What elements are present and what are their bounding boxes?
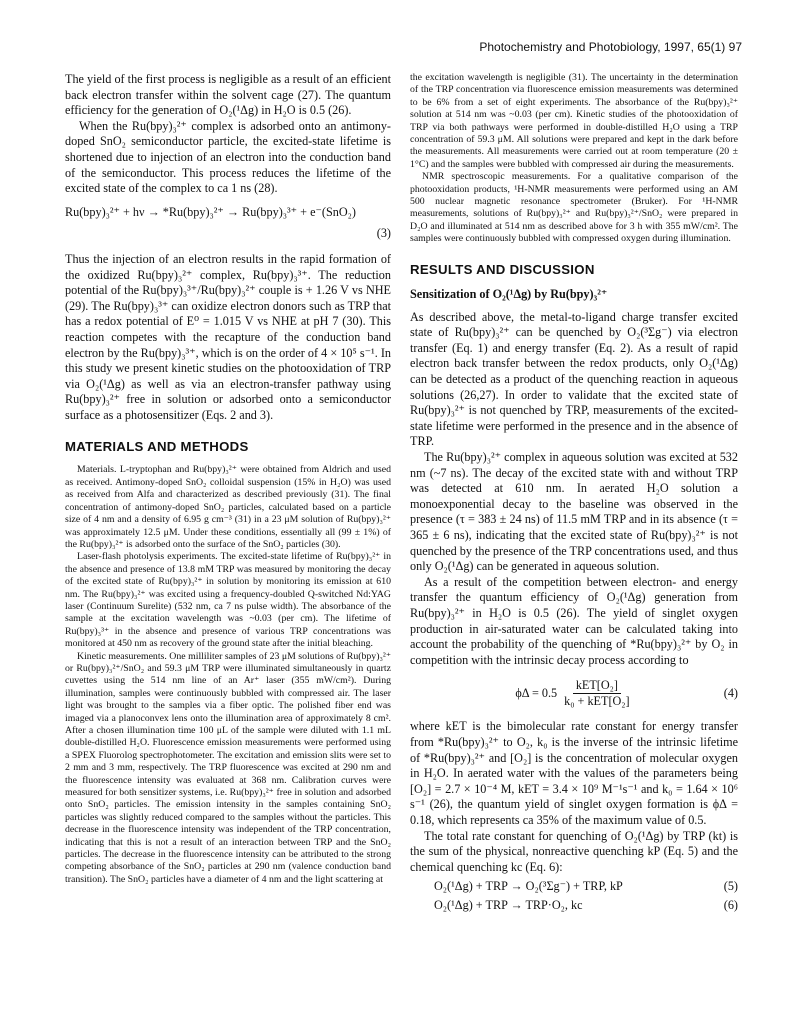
equation-text: Ru(bpy)₃²⁺ + hν → *Ru(bpy)₃²⁺ → Ru(bpy)₃³⁺ + e⁻(SnO₂) (65, 204, 356, 219)
equation-6 (434, 898, 738, 913)
paragraph: As a result of the competition between electron- and energy transfer the quantum efficiency of O₂(¹Δg) generation from Ru(bpy)₃²⁺ in H₂O is 0.5 (26). The yield of singlet oxygen production in air-saturated water can be calculated taking into account the probability of the quenching of *Ru(bpy)₃²⁺ by O₂ in competition with the intrinsic decay process according to (410, 574, 738, 667)
paragraph: Thus the injection of an electron results in the rapid formation of the oxidized Ru(bpy)₃²⁺ complex, Ru(bpy)₃³⁺. The reduction potential of the Ru(bpy)₃³⁺/Ru(bpy)₃²⁺ couple is + 1.26 V vs NHE (29). The Ru(bpy)₃³⁺ can oxidize electron donors such as TRP that has a redox potential of E⁰ = 1.015 V vs NHE at pH 7 (30). This reaction competes with the recapture of the conduction band electron by the Ru(bpy)₃³⁺, which is on the order of 4 × 10⁵ s⁻¹. In this study we present kinetic studies on the photooxidation of TRP via O₂(¹Δg) as well as via an electron-transfer pathway using Ru(bpy)₃²⁺ free in solution or adsorbed onto a semiconductor surface as a photosensitizer (Eqs. 2 and 3). (65, 251, 391, 422)
equation-number: (6) (723, 898, 738, 913)
methods-continued: the excitation wavelength is negligible (31). The uncertainty in the determination of the TRP concentration via fluorescence emission measurements was determined to be 6% from a set of eight experiments. The absorbance of the Ru(bpy)₃²⁺ solution at 514 nm was ~0.03 (per cm). Kinetic studies of the photooxidation of TRP via both pathways were performed in double-distilled H₂O using a TRP concentration of 59.3 μM. All solutions were prepared and kept in the dark before the measurements. All measurements were carried out at room temperature (20 ± 1°C) and the samples were bubbled with compressed air during the measurements. (410, 72, 738, 170)
equation-4 (410, 678, 738, 709)
paragraph: The Ru(bpy)₃²⁺ complex in aqueous solution was excited at 532 nm (~7 ns). The decay of the excited state with and without TRP was detected at 610 nm. In aerated H₂O solution a monoexponential decay to the baseline was observed in the presence (τ = 383 ± 24 ns) of 11.5 mM TRP and in its absence (τ = 365 ± 6 ns), indicating that the excited state of Ru(bpy)₃²⁺ is not quenched by the presence of the TRP concentrations used, and thus only O₂(¹Δg) can be generated in aqueous solution. (410, 450, 738, 574)
equation-3 (65, 205, 391, 221)
equation-number: (4) (723, 686, 738, 701)
fraction-denominator: k₀ + kET[O₂] (564, 694, 630, 709)
equation-number: (3) (376, 226, 391, 241)
equation-text: O₂(¹Δg) + TRP → TRP·O₂, kc (434, 898, 583, 913)
fraction-numerator: kET[O₂] (573, 678, 621, 694)
methods-kinetic: Kinetic measurements. One milliliter samples of 23 μM solutions of Ru(bpy)₃²⁺ or Ru(bpy)₃²⁺/SnO₂ and 59.3 μM TRP were illuminated simultaneously in quartz cuvettes using the 514 nm line of an Ar⁺ laser (355 mW/cm²). During illumination, samples were continuously bubbled with compressed air. The laser light was brought to the samples via a fiber optic. The polished fiber end was imaged via a planoconvex lens onto the illumination area of approximately 8 cm². After a chosen illumination time 100 μL of the sample were diluted with 1.1 mL double-distilled H₂O. Fluorescence emission measurements were performed using a SPEX Fluorolog spectrophotometer. The excitation and emission slits were set to 2 mm and 3 mm, respectively. The TRP fluorescence was excited at 290 nm and the fluorescence intensity was evaluated at 368 nm. Calibration curves were measured for both sensitizer systems, i.e. Ru(bpy)₃²⁺ free in solution and adsorbed onto SnO₂ particles. The emission intensity in the samples containing SnO₂ particles was slightly reduced compared to the samples without the particles. This decrease in the fluorescence intensity was independent of the TRP concentration, indicating that this is not a result of an interaction between TRP and the SnO₂ particles. The decrease in the fluorescence intensity can be attributed to the strong competing absorbance of the SnO₂ particles at 290 nm (valence conduction band transition). The SnO₂ particles have a diameter of 4 nm and the light scattering at (65, 650, 391, 885)
right-column (410, 72, 738, 917)
section-heading-methods: MATERIALS AND METHODS (65, 439, 249, 455)
methods-materials: Materials. L-tryptophan and Ru(bpy)₃²⁺ were obtained from Aldrich and used as received. Antimony-doped SnO₂ colloidal suspension (15% in H₂O) was used as received from Alfa and characterized as described previously (31). The final concentration of antimony-doped SnO₂ particles, calculated based on a particle size of 4 nm and a density of 6.95 g cm⁻³ (31) in a 23 μM solution of Ru(bpy)₃²⁺ was approximately 12.5 μM. Under these conditions, essentially all (99 ± 1%) of the Ru(bpy)₃²⁺ is adsorbed onto the surface of the SnO₂ particles (30). (65, 464, 391, 550)
equation-5 (434, 879, 738, 894)
equation-number: (5) (723, 879, 738, 894)
paragraph: When the Ru(bpy)₃²⁺ complex is adsorbed onto an antimony-doped SnO₂ semiconductor particle, the excited-state lifetime is shortened due to injection of an electron into the conduction band of the semiconductor. This process reduces the lifetime of the excited state of the complex to ca 1 ns (28). (65, 118, 391, 196)
running-header: Photochemistry and Photobiology, 1997, 65(1) 97 (479, 40, 742, 54)
paragraph: The yield of the first process is negligible as a result of an efficient back electron transfer within the solvent cage (27). The quantum efficiency for the generation of O₂(¹Δg) in H₂O is 0.5 (26). (65, 72, 391, 118)
paragraph: The total rate constant for quenching of O₂(¹Δg) by TRP (kt) is the sum of the physical, nonreactive quenching kP (Eq. 5) and the chemical quenching kc (Eq. 6): (410, 828, 738, 874)
section-heading-results: RESULTS AND DISCUSSION (410, 261, 595, 277)
methods-laser: Laser-flash photolysis experiments. The excited-state lifetime of Ru(bpy)₃²⁺ in the absence and presence of 13.8 mM TRP was measured by monitoring the decay of the excited state of Ru(bpy)₃²⁺ in solution by monitoring its emission at 610 nm. The Ru(bpy)₃²⁺ was excited using a frequency-doubled Q-switched Nd:YAG laser (Continuum Surelite) (532 nm, ca 7 ns pulse width). The absorbance of the sample at the excitation wavelength was ~0.03 (per cm). The lifetime of Ru(bpy)₃³⁺ in the absence and presence of various TRP concentrations was monitored at 450 nm as recovery of the ground state after the initial bleaching. (65, 551, 391, 650)
paragraph: where kET is the bimolecular rate constant for energy transfer from *Ru(bpy)₃²⁺ to O₂, k₀ is the inverse of the intrinsic lifetime of *Ru(bpy)₃²⁺ and [O₂] is the concentration of molecular oxygen in H₂O. In aerated water with the values of the parameters being [O₂] = 2.7 × 10⁻⁴ M, kET = 3.4 × 10⁹ M⁻¹s⁻¹ and k₀ = 1.64 × 10⁶ s⁻¹ (26), the quantum yield of singlet oxygen formation is ϕΔ = 0.18, which represents ca 35% of the maximum value of 0.5. (410, 719, 738, 827)
subsection-heading: Sensitization of O₂(¹Δg) by Ru(bpy)₃²⁺ (410, 286, 608, 301)
equation-lhs: ϕΔ = 0.5 (515, 686, 558, 701)
left-column (65, 72, 391, 886)
fraction (561, 678, 632, 709)
equation-text: O₂(¹Δg) + TRP → O₂(³Σg⁻) + TRP, kP (434, 879, 623, 894)
methods-nmr: NMR spectroscopic measurements. For a qualitative comparison of the photooxidation products, ¹H-NMR measurements were performed using an AM 500 nuclear magnetic resonance spectrometer (Bruker). For ¹H-NMR measurements, solutions of Ru(bpy)₃²⁺ and Ru(bpy)₃²⁺/SnO₂ were prepared in D₂O and illuminated at 514 nm as described above for 3 h with 355 mW/cm². The samples were continuously bubbled with compressed oxygen during illumination. (410, 171, 738, 245)
paragraph: As described above, the metal-to-ligand charge transfer excited state of Ru(bpy)₃²⁺ can be quenched by O₂(³Σg⁻) via electron transfer (Eq. 1) and energy transfer (Eq. 2). As a result of rapid electron back transfer between the redox products, only O₂(¹Δg) can be detected as a product of the quenching reaction in aqueous solutions (26,27). In order to validate that the excited state of Ru(bpy)₃²⁺ is not quenched by TRP, measurements of the excited-state lifetime were performed in the presence and in the absence of TRP. (410, 309, 738, 449)
